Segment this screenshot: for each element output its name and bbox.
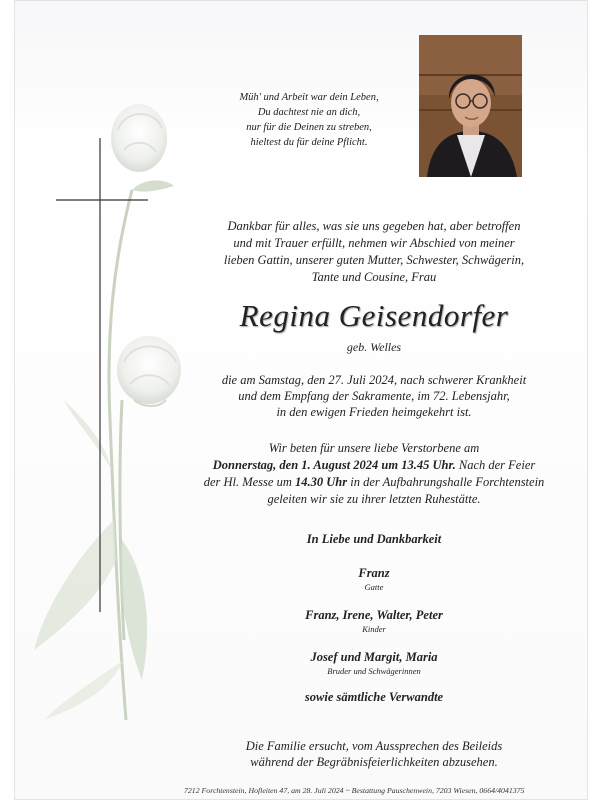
portrait-photo xyxy=(419,35,522,177)
funeral-info xyxy=(189,440,559,508)
mourner-group xyxy=(189,650,559,676)
intro-line: und mit Trauer erfüllt, nehmen wir Abschied von meiner xyxy=(233,236,515,250)
funeral-mass-pre: der Hl. Messe um xyxy=(203,475,295,489)
funeral-after-date: Nach der Feier xyxy=(455,458,536,472)
death-notice xyxy=(189,372,559,420)
death-line: und dem Empfang der Sakramente, im 72. Lebensjahr, xyxy=(238,389,510,403)
poem-line: Du dachtest nie an dich, xyxy=(257,107,361,118)
parte-card xyxy=(14,0,588,800)
death-line: die am Samstag, den 27. Juli 2024, nach schwerer Krankheit xyxy=(221,373,527,387)
mourner-group xyxy=(189,566,559,592)
other-relatives: sowie sämtliche Verwandte xyxy=(304,690,444,704)
rose-top xyxy=(111,104,167,172)
closing-line: während der Begräbnisfeierlichkeiten abzusehen. xyxy=(250,755,498,769)
mourner-group xyxy=(189,608,559,634)
closing-request xyxy=(189,738,559,770)
memorial-poem xyxy=(214,90,404,150)
mourner-relation: Kinder xyxy=(362,624,386,634)
intro-text xyxy=(189,218,559,286)
poem-line: nur für die Deinen zu streben, xyxy=(246,122,372,133)
funeral-date: Donnerstag, den 1. August 2024 um 13.45 Uhr. xyxy=(212,458,456,472)
mourner-relation: Bruder und Schwägerinnen xyxy=(327,666,421,676)
deceased-name: Regina Geisendorfer xyxy=(239,298,509,333)
mourner-names: Franz, Irene, Walter, Peter xyxy=(305,608,443,622)
intro-line: Tante und Cousine, Frau xyxy=(311,270,437,284)
mourners-heading: In Liebe und Dankbarkeit xyxy=(306,532,442,546)
funeral-line xyxy=(189,474,559,491)
death-line: in den ewigen Frieden heimgekehrt ist. xyxy=(276,405,472,419)
poem-line: hieltest du für deine Pflicht. xyxy=(250,137,368,148)
funeral-line: geleiten wir sie zu ihrer letzten Ruhestätte. xyxy=(267,492,481,506)
mourner-relation: Gatte xyxy=(364,582,384,592)
funeral-line xyxy=(189,457,559,474)
funeral-location: in der Aufbahrungshalle Forchtenstein xyxy=(347,475,545,489)
rose-decoration xyxy=(14,0,214,800)
funeral-line: Wir beten für unsere liebe Verstorbene am xyxy=(268,441,480,455)
footer-info: 7212 Forchtenstein, Hofleiten 47, am 28. Juli 2024 ~ Bestattung Pauschenwein, 7203 Wiesen, 0664/4041375 xyxy=(184,786,525,795)
intro-line: Dankbar für alles, was sie uns gegeben hat, aber betroffen xyxy=(227,219,521,233)
closing-line: Die Familie ersucht, vom Aussprechen des Beileids xyxy=(245,739,503,753)
rose-bottom xyxy=(117,336,181,406)
maiden-name: geb. Welles xyxy=(346,340,402,354)
intro-line: lieben Gattin, unserer guten Mutter, Schwester, Schwägerin, xyxy=(223,253,525,267)
funeral-time: 14.30 Uhr xyxy=(295,475,348,489)
poem-line: Müh' und Arbeit war dein Leben, xyxy=(239,92,379,103)
mourner-names: Franz xyxy=(358,566,390,580)
mourner-names: Josef und Margit, Maria xyxy=(310,650,438,664)
